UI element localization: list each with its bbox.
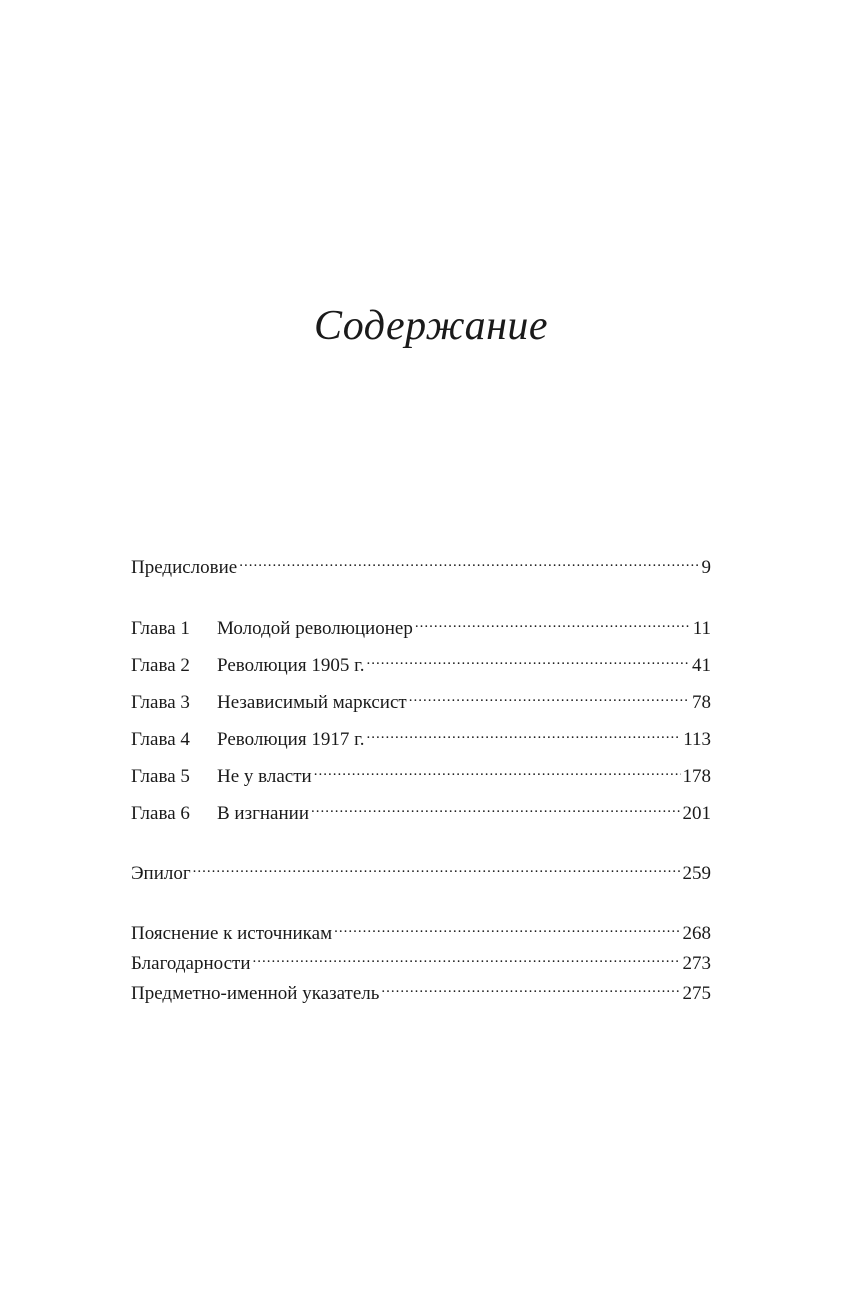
dot-leader bbox=[311, 796, 681, 819]
toc-page-number: 78 bbox=[692, 691, 711, 713]
toc-page-number: 113 bbox=[683, 728, 711, 750]
dot-leader bbox=[367, 648, 691, 671]
chapter-title: Революция 1905 г. bbox=[217, 654, 365, 676]
toc-entry-chapter-1[interactable] bbox=[131, 611, 711, 637]
toc-page-number: 11 bbox=[692, 617, 711, 639]
chapter-number: Глава 5 bbox=[131, 765, 190, 787]
dot-leader bbox=[239, 550, 699, 573]
dot-leader bbox=[367, 722, 682, 745]
toc-entry-epilogue[interactable] bbox=[131, 856, 711, 882]
chapter-title: Молодой революционер bbox=[217, 617, 413, 639]
dot-leader bbox=[253, 946, 681, 969]
toc-entry-chapter-3[interactable] bbox=[131, 685, 711, 711]
toc-entry-sources-note[interactable] bbox=[131, 916, 711, 942]
toc-entry-acknowledgements[interactable] bbox=[131, 946, 711, 972]
toc-entry-chapter-2[interactable] bbox=[131, 648, 711, 674]
toc-entry-label: Эпилог bbox=[131, 862, 191, 884]
toc-page-number: 9 bbox=[701, 556, 711, 578]
chapter-title: Независимый марксист bbox=[217, 691, 407, 713]
toc-page-number: 178 bbox=[682, 765, 711, 787]
toc-entry-label: Благодарности bbox=[131, 952, 251, 974]
toc-page-number: 201 bbox=[682, 802, 711, 824]
toc-entry-chapter-5[interactable] bbox=[131, 759, 711, 785]
toc-entry-chapter-6[interactable] bbox=[131, 796, 711, 822]
toc-page-number: 275 bbox=[682, 982, 711, 1004]
chapter-title: В изгнании bbox=[217, 802, 309, 824]
dot-leader bbox=[314, 759, 681, 782]
chapter-number: Глава 4 bbox=[131, 728, 190, 750]
toc-page-number: 268 bbox=[682, 922, 711, 944]
toc-entry-label: Пояснение к источникам bbox=[131, 922, 333, 944]
dot-leader bbox=[334, 916, 680, 939]
toc-entry-label: Предметно-именной указатель bbox=[131, 982, 380, 1004]
chapter-title: Не у власти bbox=[217, 765, 312, 787]
toc-page-number: 273 bbox=[682, 952, 711, 974]
chapter-number: Глава 6 bbox=[131, 802, 190, 824]
toc-entry-label: Предисловие bbox=[131, 556, 238, 578]
chapter-number: Глава 1 bbox=[131, 617, 190, 639]
dot-leader bbox=[415, 611, 691, 634]
toc-entry-index[interactable] bbox=[131, 976, 711, 1002]
toc-page-number: 41 bbox=[692, 654, 711, 676]
chapter-number: Глава 3 bbox=[131, 691, 190, 713]
chapter-number: Глава 2 bbox=[131, 654, 190, 676]
toc-entry-preface[interactable] bbox=[131, 550, 711, 576]
chapter-title: Революция 1917 г. bbox=[217, 728, 365, 750]
toc-page-number: 259 bbox=[682, 862, 711, 884]
toc-entry-chapter-4[interactable] bbox=[131, 722, 711, 748]
dot-leader bbox=[381, 976, 680, 999]
page-title: Содержание bbox=[313, 303, 549, 349]
dot-leader bbox=[409, 685, 690, 708]
dot-leader bbox=[193, 856, 681, 879]
